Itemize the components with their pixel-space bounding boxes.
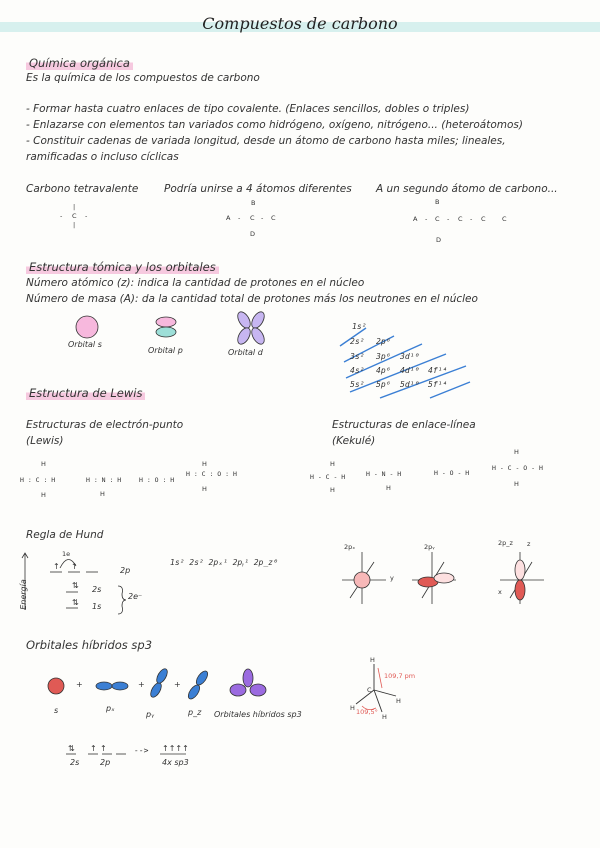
axis-x: x <box>498 588 502 596</box>
lewis-ch3oh-top-h: H <box>202 460 207 468</box>
aufbau-3d: 3d¹⁰ <box>400 352 420 361</box>
struct3-carbon-1: C <box>435 215 440 223</box>
struct1-dash-left: - <box>60 212 63 220</box>
lewis-ch3oh: H : C : O : H <box>186 470 237 478</box>
struct1-bond-down: | <box>73 221 76 229</box>
definition: Es la química de los compuestos de carbono <box>26 72 260 84</box>
aufbau-5p: 5p⁶ <box>376 380 391 389</box>
hybrid-orbitals-drawing <box>40 664 300 714</box>
aufbau-3s: 3s² <box>350 352 365 361</box>
struct3-atom-d: D <box>436 236 442 244</box>
struct2-dash-1: - <box>238 214 241 222</box>
p-orbital-icon <box>156 317 176 337</box>
hund-level-2p: 2p <box>120 566 131 575</box>
struct3-atom-a: A <box>413 215 418 223</box>
struct1-bond-up: | <box>73 203 76 211</box>
bullet-4: ramificadas o incluso cíclicas <box>26 151 179 163</box>
kekule-ch3oh-bottom-h: H <box>514 480 519 488</box>
struct3-carbon-3: C <box>481 215 486 223</box>
struct3-carbon-2: C <box>458 215 463 223</box>
aufbau-5s: 5s² <box>350 380 365 389</box>
kekule-h2o: H - O - H <box>434 469 470 477</box>
lewis-right-title: Estructuras de enlace-línea <box>332 419 476 431</box>
plus-2: + <box>138 680 145 689</box>
methane-right-h: H <box>396 697 401 705</box>
lewis-nh3: H : N : H <box>86 476 122 484</box>
methane-top-h: H <box>370 656 375 664</box>
aufbau-4p: 4p⁶ <box>376 366 391 375</box>
struct2-carbon: C <box>250 214 255 222</box>
hund-level-2s: 2s <box>92 585 102 594</box>
aufbau-4f: 4f¹⁴ <box>428 366 448 375</box>
hund-diagram <box>20 548 160 618</box>
atomic-line-1: Número atómico (z): indica la cantidad de protones en el núcleo <box>26 277 365 289</box>
struct3-dash-3: - <box>470 215 473 223</box>
hybrid-label-pz: p_z <box>188 708 202 717</box>
label-cuatro-atomos: Podría unirse a 4 átomos diferentes <box>164 183 352 195</box>
atomic-line-2: Número de masa (A): da la cantidad total de protones más los neutrones en el núcleo <box>26 293 478 305</box>
hund-2p-arrow-1: ↑ <box>53 562 60 571</box>
bullet-2: - Enlazarse con elementos tan variados como hidrógeno, oxígeno, nitrógeno... (heteroátomos) <box>26 119 523 131</box>
aufbau-3p: 3p⁶ <box>376 352 391 361</box>
kekule-ch3oh: H - C - O - H <box>492 464 543 472</box>
kekule-ch3oh-top-h: H <box>514 448 519 456</box>
bullet-1: - Formar hasta cuatro enlaces de tipo covalente. (Enlaces sencillos, dobles o triples) <box>26 103 470 115</box>
struct1-dash-right: - <box>85 212 88 220</box>
sp3-label-2s: 2s <box>70 758 80 767</box>
hund-heading: Regla de Hund <box>26 529 104 541</box>
section-heading-hybrid: Orbitales híbridos sp3 <box>26 638 153 652</box>
lewis-ch4-top-h: H <box>41 460 46 468</box>
sp3-arrow: --> <box>134 746 149 755</box>
hybrid-label-py: pᵧ <box>146 710 155 719</box>
px-orbital-icon <box>96 682 128 690</box>
sp3-orbital-icon <box>230 669 266 696</box>
hund-electron-label: 1e <box>62 550 71 558</box>
p-axis-drawings <box>340 548 560 608</box>
axis-2pz: 2p_z <box>498 539 513 547</box>
struct3-dash-2: - <box>447 215 450 223</box>
methane-bond-length: 109,7 pm <box>384 672 416 680</box>
aufbau-5d: 5d¹⁰ <box>400 380 420 389</box>
sp3-2s-arrows: ⇅ <box>68 744 75 753</box>
hund-brace-label: 2e⁻ <box>128 592 143 601</box>
struct2-atom-a: A <box>226 214 231 222</box>
page-title: Compuestos de carbono <box>202 14 398 33</box>
section-heading-atomic: Estructura tómica y los orbitales <box>26 260 219 274</box>
struct2-atom-d: D <box>250 230 256 238</box>
energy-label: Energía <box>18 579 28 610</box>
kekule-ch4: H - C - H <box>310 473 346 481</box>
hund-2s-arrows: ⇅ <box>72 581 79 590</box>
s-orbital-hybrid-icon <box>48 678 64 694</box>
lewis-ch3oh-bottom-h: H <box>202 485 207 493</box>
label-tetravalente: Carbono tetravalente <box>26 183 139 195</box>
section-heading-lewis: Estructura de Lewis <box>26 386 145 400</box>
hund-1s-arrows: ⇅ <box>72 598 79 607</box>
lewis-left-title: Estructuras de electrón-punto <box>26 419 184 431</box>
plus-1: + <box>76 680 83 689</box>
hybrid-label-s: s <box>54 706 59 715</box>
axis-y: y <box>390 574 394 582</box>
aufbau-2s: 2s² <box>350 337 365 346</box>
hybrid-label-px: pₓ <box>106 704 115 713</box>
aufbau-1s: 1s² <box>352 322 367 331</box>
plus-3: + <box>174 680 181 689</box>
struct3-carbon-4: C <box>502 215 507 223</box>
struct3-dash-1: - <box>425 215 428 223</box>
lewis-right-sub: (Kekulé) <box>332 435 376 447</box>
axis-2px: 2pₓ <box>344 543 356 551</box>
kekule-nh3-bottom-h: H <box>386 484 391 492</box>
methane-left-h: H <box>350 704 355 712</box>
lewis-nh3-bottom-h: H <box>100 490 105 498</box>
struct3-atom-b: B <box>435 198 440 206</box>
label-segundo-carbono: A un segundo átomo de carbono... <box>376 183 558 195</box>
lewis-ch4: H : C : H <box>20 476 56 484</box>
kekule-ch4-top-h: H <box>330 460 335 468</box>
d-orbital-icon <box>235 310 267 347</box>
aufbau-5f: 5f¹⁴ <box>428 380 448 389</box>
axis-z: z <box>527 540 531 548</box>
lewis-left-sub: (Lewis) <box>26 435 64 447</box>
section-heading-quimica: Química orgánica <box>26 56 133 70</box>
methane-bond-angle: 109,5° <box>356 708 378 716</box>
kekule-nh3: H - N - H <box>366 470 402 478</box>
struct2-atom-c: C <box>271 214 276 222</box>
sp3-2p-arrow-1: ↑ <box>90 744 97 753</box>
bullet-3: - Constituir cadenas de variada longitud, desde un átomo de carbono hasta miles; lineales, <box>26 135 506 147</box>
aufbau-4s: 4s² <box>350 366 365 375</box>
hund-level-1s: 1s <box>92 602 102 611</box>
s-orbital-icon <box>76 316 98 338</box>
orbital-p-label: Orbital p <box>148 346 183 355</box>
kekule-ch4-bottom-h: H <box>330 486 335 494</box>
hund-config: 1s² 2s² 2pₓ¹ 2pᵧ¹ 2p_z⁰ <box>170 558 278 567</box>
struct2-atom-b: B <box>251 199 256 207</box>
methane-bottom-h: H <box>382 713 387 721</box>
sp3-2p-arrow-2: ↑ <box>100 744 107 753</box>
lewis-ch4-bottom-h: H <box>41 491 46 499</box>
sp3-label-4xsp3: 4x sp3 <box>162 758 189 767</box>
axis-2py: 2pᵧ <box>424 543 435 551</box>
sp3-up-arrows: ↑↑↑↑ <box>162 744 189 753</box>
sp3-label-2p: 2p <box>100 758 111 767</box>
methane-carbon: C <box>367 686 372 694</box>
hybrid-label-sp3: Orbitales híbridos sp3 <box>214 710 302 719</box>
pz-orbital-icon <box>186 669 210 701</box>
orbital-s-label: Orbital s <box>68 340 102 349</box>
aufbau-4d: 4d¹⁰ <box>400 366 420 375</box>
struct2-dash-2: - <box>261 214 264 222</box>
struct1-carbon: C <box>72 212 77 220</box>
methane-diagram <box>344 656 414 722</box>
orbital-d-label: Orbital d <box>228 348 263 357</box>
hund-2p-arrow-2: ↑ <box>71 562 78 571</box>
lewis-h2o: H : O : H <box>139 476 175 484</box>
aufbau-2p: 2p⁶ <box>376 337 391 346</box>
orbital-drawings <box>60 312 320 362</box>
py-orbital-icon <box>149 667 170 699</box>
